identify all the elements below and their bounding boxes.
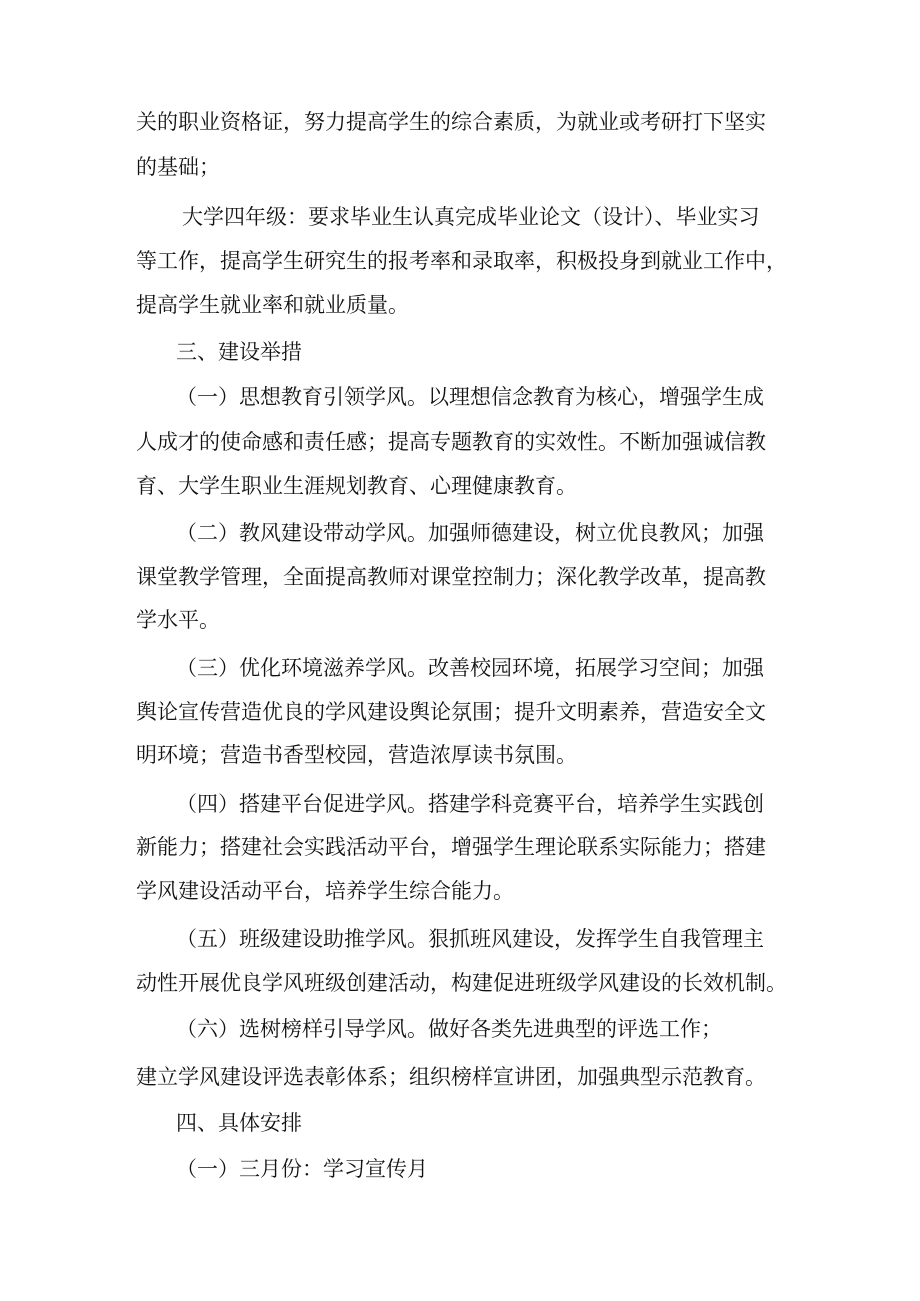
- text-line-4: 等工作，提高学生研究生的报考率和录取率，积极投身到就业工作中，: [136, 249, 787, 273]
- text-line-18: 学风建设活动平台，培养学生综合能力。: [136, 879, 514, 903]
- text-line-12: 学水平。: [136, 608, 220, 632]
- text-line-2: 的基础；: [136, 155, 220, 179]
- text-line-21: （六）选树榜样引导学风。做好各类先进典型的评选工作；: [176, 1017, 722, 1041]
- text-line-8: 人成才的使命感和责任感；提高专题教育的实效性。不断加强诚信教: [136, 430, 766, 454]
- text-line-5: 提高学生就业率和就业质量。: [136, 293, 409, 317]
- text-line-17: 新能力；搭建社会实践活动平台，增强学生理论联系实际能力；搭建: [136, 835, 766, 859]
- subsection-heading-1: （一）三月份：学习宣传月: [176, 1157, 428, 1181]
- text-line-11: 课堂教学管理，全面提高教师对课堂控制力；深化教学改革，提高教: [136, 565, 766, 589]
- text-line-15: 明环境；营造书香型校园，营造浓厚读书氛围。: [136, 743, 577, 767]
- text-line-20: 动性开展优良学风班级创建活动，构建促进班级学风建设的长效机制。: [136, 971, 787, 995]
- text-line-16: （四）搭建平台促进学风。搭建学科竞赛平台，培养学生实践创: [176, 792, 764, 816]
- text-line-9: 育、大学生职业生涯规划教育、心理健康教育。: [136, 474, 577, 498]
- section-heading-3: 三、建设举措: [176, 340, 302, 364]
- section-heading-4: 四、具体安排: [176, 1111, 302, 1135]
- text-line-13: （三）优化环境滋养学风。改善校园环境，拓展学习空间；加强: [176, 656, 764, 680]
- text-line-22: 建立学风建设评选表彰体系；组织榜样宣讲团，加强典型示范教育。: [136, 1065, 766, 1089]
- text-line-14: 舆论宣传营造优良的学风建设舆论氛围；提升文明素养，营造安全文: [136, 700, 766, 724]
- text-line-10: （二）教风建设带动学风。加强师德建设，树立优良教风；加强: [176, 521, 764, 545]
- text-line-7: （一）思想教育引领学风。以理想信念教育为核心，增强学生成: [176, 385, 764, 409]
- text-line-1: 关的职业资格证，努力提高学生的综合素质，为就业或考研打下坚实: [136, 110, 766, 134]
- text-line-3: 大学四年级：要求毕业生认真完成毕业论文（设计）、毕业实习: [182, 205, 760, 229]
- text-line-19: （五）班级建设助推学风。狠抓班风建设，发挥学生自我管理主: [176, 927, 764, 951]
